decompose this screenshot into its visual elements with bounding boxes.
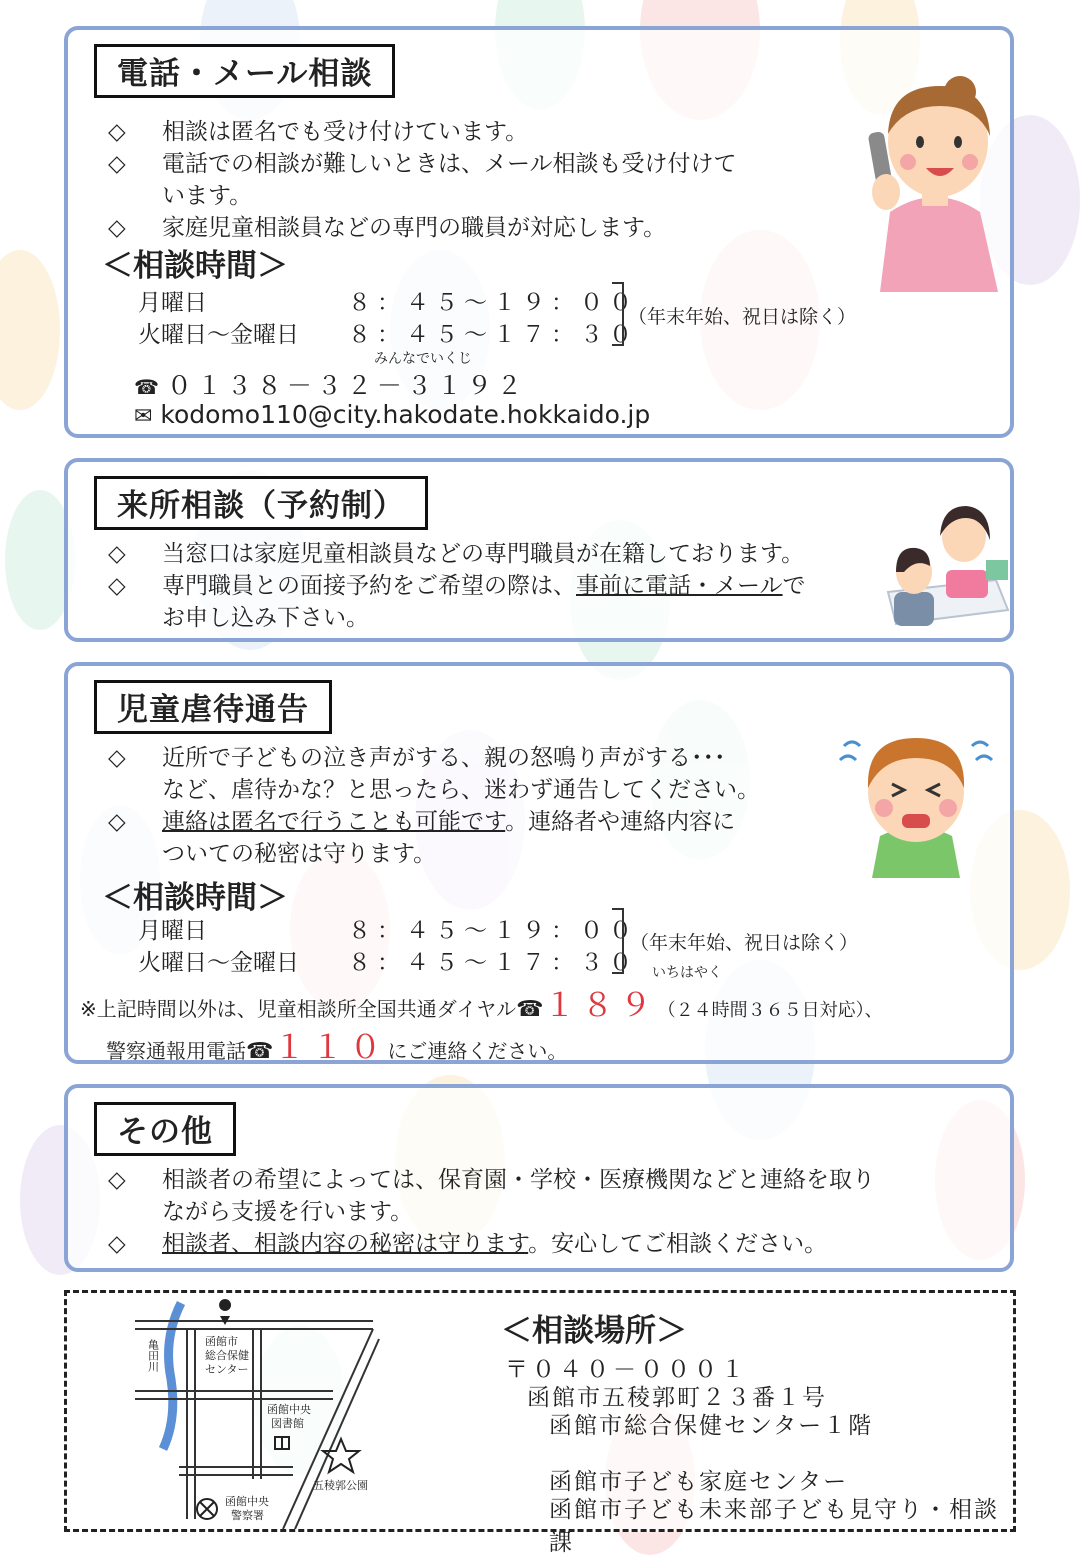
- diamond-icon: ◇: [108, 1167, 126, 1193]
- woman-phone-illustration: [860, 72, 1010, 292]
- holiday-note: （年末年始、祝日は除く）: [630, 932, 859, 954]
- diamond-icon: ◇: [108, 1231, 126, 1257]
- other-panel: [64, 1084, 1014, 1272]
- hours-bracket: [612, 282, 624, 346]
- after-hours-line: ※上記時間以外は、児童相談所全国共通ダイヤル☎１８９（２４時間３６５日対応）、: [80, 986, 883, 1024]
- hours-weekdays: 火曜日～金曜日 ８：４５～１７：３０: [138, 950, 638, 976]
- ruby-189: いちはやく: [652, 965, 722, 981]
- holiday-note: （年末年始、祝日は除く）: [628, 306, 857, 328]
- map-police-label-1: 函館中央: [225, 1495, 269, 1508]
- bullet-anonymous-report: ◇ 連絡は匿名で行うことも可能です。連絡者や連絡内容に ついての秘密は守ります。: [108, 806, 868, 870]
- location-title: ＜相談場所＞: [501, 1313, 687, 1349]
- bullet-coordination: ◇ 相談者の希望によっては、保育園・学校・医療機関などと連絡を取り ながら支援を行います。: [108, 1164, 998, 1228]
- hours-monday: 月曜日 ８：４５～１９：００: [138, 290, 638, 316]
- bullet-anonymous: ◇ 相談は匿名でも受け付けています。: [108, 116, 848, 148]
- visit-title: 来所相談（予約制）: [94, 476, 428, 530]
- location-section: [64, 1290, 1016, 1556]
- diamond-icon: ◇: [108, 119, 126, 145]
- org-name-1: 函館市子ども家庭センター: [549, 1469, 849, 1495]
- mail-icon: ✉: [134, 404, 153, 429]
- bullet-reservation: ◇ 専門職員との面接予約をご希望の際は、事前に電話・メールで お申し込み下さい。: [108, 570, 938, 634]
- bullet-email-ok: ◇ 電話での相談が難しいときは、メール相談も受け付けて います。: [108, 148, 868, 212]
- abuse-report-title: 児童虐待通告: [94, 680, 332, 734]
- consultation-illustration: [886, 500, 1011, 630]
- phone-icon: ☎: [134, 375, 159, 399]
- map-center-label-3: センター: [205, 1363, 249, 1376]
- org-name-2: 函館市子ども未来部子ども見守り・相談課: [549, 1497, 999, 1556]
- address: 函館市五稜郭町２３番１号: [527, 1385, 827, 1411]
- hours-heading: ＜相談時間＞: [102, 248, 288, 284]
- diamond-icon: ◇: [108, 215, 126, 241]
- book-icon: [275, 1437, 289, 1449]
- email-row[interactable]: [134, 400, 650, 429]
- map-library-label-2: 図書館: [271, 1417, 304, 1430]
- visit-panel: [64, 458, 1014, 642]
- map-police-label-2: 警察署: [231, 1509, 264, 1522]
- map-park-label: 五稜郭公園: [313, 1479, 368, 1492]
- hours-monday: 月曜日 ８：４５～１９：００: [138, 918, 638, 944]
- bullet-staff-onsite: ◇ 当窓口は家庭児童相談員などの専門職員が在籍しております。: [108, 538, 928, 570]
- hours-weekdays: 火曜日～金曜日 ８：４５～１７：３０: [138, 322, 638, 348]
- phone-number-row[interactable]: [134, 366, 527, 402]
- phone-number: ０１３８－３２－３１９２: [166, 371, 527, 400]
- map-center-label-1: 函館市: [205, 1335, 238, 1348]
- access-map: [133, 1299, 383, 1529]
- diamond-icon: ◇: [108, 745, 126, 771]
- police-line: 警察通報用電話☎１１０にご連絡ください。: [106, 1028, 568, 1066]
- confidential-text: 相談者、相談内容の秘密は守ります: [162, 1231, 529, 1257]
- map-center-label-2: 総合保健: [205, 1349, 249, 1362]
- anonymous-ok-text: 連絡は匿名で行うことも可能です: [162, 809, 506, 835]
- other-title: その他: [94, 1102, 236, 1156]
- postal-code: 〒０４０－０００１: [505, 1357, 748, 1383]
- phone-mail-panel: [64, 26, 1014, 438]
- crying-boy-illustration: [826, 718, 1006, 878]
- diamond-icon: ◇: [108, 151, 126, 177]
- diamond-icon: ◇: [108, 809, 126, 835]
- diamond-icon: ◇: [108, 573, 126, 599]
- hours-heading: ＜相談時間＞: [102, 880, 288, 916]
- advance-contact-link: 事前に電話・メール: [576, 573, 783, 599]
- bullet-confidential: ◇ 相談者、相談内容の秘密は守ります。安心してご相談ください。: [108, 1228, 998, 1260]
- abuse-report-panel: [64, 662, 1014, 1064]
- building: 函館市総合保健センター１階: [549, 1413, 874, 1439]
- diamond-icon: ◇: [108, 541, 126, 567]
- star-icon: [323, 1439, 359, 1472]
- map-river-label: 亀田川: [146, 1339, 160, 1372]
- phone-ruby: みんなでいくじ: [374, 351, 472, 367]
- phone-icon: ☎: [516, 997, 544, 1022]
- dial-110[interactable]: １１０: [273, 1028, 388, 1066]
- phone-mail-title: 電話・メール相談: [94, 44, 395, 98]
- email-address: kodomo110@city.hakodate.hokkaido.jp: [160, 400, 651, 429]
- bullet-staff: ◇ 家庭児童相談員などの専門の職員が対応します。: [108, 212, 848, 244]
- map-library-label-1: 函館中央: [267, 1403, 311, 1416]
- bullet-crying: ◇ 近所で子どもの泣き声がする、親の怒鳴り声がする･･･ など、虐待かな？と思ったら、迷わず通告してください。: [108, 742, 868, 806]
- phone-icon: ☎: [246, 1039, 274, 1064]
- dial-189[interactable]: １８９: [543, 986, 658, 1024]
- hours-bracket: [612, 908, 624, 974]
